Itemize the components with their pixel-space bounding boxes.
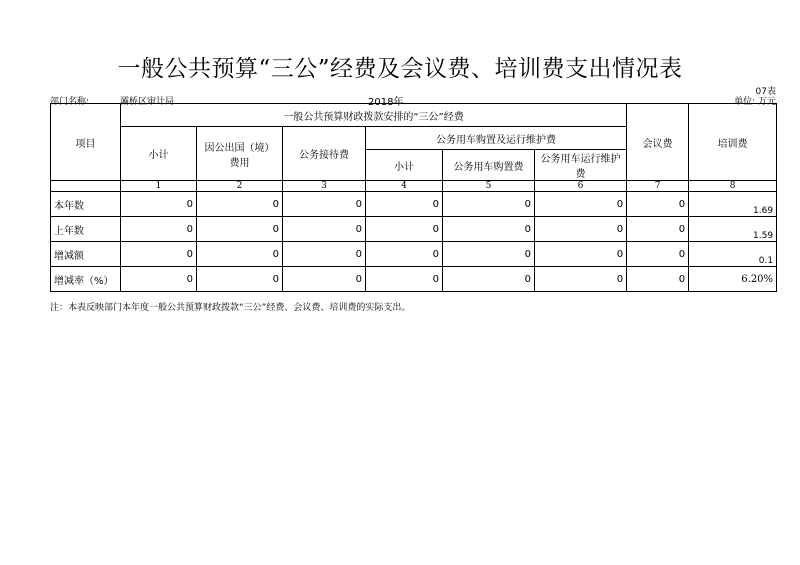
dept-value: 灞桥区审计局: [120, 97, 175, 107]
cell-value: 0: [197, 217, 283, 242]
cell-value: 0: [535, 192, 627, 217]
row-label: 增减率（%）: [51, 267, 121, 292]
header-item: 项目: [51, 104, 121, 181]
index-cell-blank: [51, 181, 121, 192]
cell-value: 0: [627, 242, 689, 267]
index-cell: 7: [627, 181, 689, 192]
cell-value: 0: [535, 217, 627, 242]
cell-value: 6.20%: [689, 267, 777, 292]
header-reception: 公务接待费: [283, 127, 366, 181]
cell-value: 0: [366, 217, 443, 242]
header-group: 一般公共预算财政拨款安排的“三公”经费: [121, 104, 627, 127]
cell-value: 0: [366, 267, 443, 292]
cell-value: 0: [283, 192, 366, 217]
cell-value: 0: [197, 267, 283, 292]
table-row: [51, 242, 777, 267]
cell-value: 0: [366, 242, 443, 267]
page-title: 一般公共预算“三公”经费及会议费、培训费支出情况表: [117, 56, 683, 82]
cell-value: 0: [197, 242, 283, 267]
cell-value: 0: [121, 267, 197, 292]
header-subtotal: 小计: [121, 127, 197, 181]
expense-table: [50, 103, 777, 292]
header-vehicle-group: 公务用车购置及运行维护费: [366, 127, 627, 150]
cell-value: 0: [627, 267, 689, 292]
index-cell: 5: [443, 181, 535, 192]
footnote: 注：本表反映部门本年度一般公共预算财政拨款“三公”经费、会议费、培训费的实际支出。: [50, 303, 411, 313]
table-row: [51, 267, 777, 292]
cell-value: 0: [283, 242, 366, 267]
index-cell: 1: [121, 181, 197, 192]
header-vehicle-subtotal: 小计: [366, 150, 443, 181]
header-meeting: 会议费: [627, 104, 689, 181]
index-cell: 6: [535, 181, 627, 192]
row-label: 增减额: [51, 242, 121, 267]
cell-value: 0: [535, 242, 627, 267]
cell-value: 0: [121, 242, 197, 267]
index-cell: 3: [283, 181, 366, 192]
header-abroad: 因公出国（境）费用: [197, 127, 283, 181]
cell-value: 0: [283, 217, 366, 242]
header-vehicle-purchase: 公务用车购置费: [443, 150, 535, 181]
table-row: [51, 217, 777, 242]
cell-value: 0: [443, 267, 535, 292]
cell-value: 0: [443, 242, 535, 267]
cell-value: 0: [535, 267, 627, 292]
index-cell: 8: [689, 181, 777, 192]
cell-value: 0: [121, 192, 197, 217]
report-year: 2018年: [368, 97, 404, 108]
cell-value: 0.1: [689, 242, 777, 267]
header-vehicle-ops: 公务用车运行维护费: [535, 150, 627, 181]
header-training: 培训费: [689, 104, 777, 181]
unit-label: 单位: 万元: [734, 97, 776, 107]
cell-value: 0: [197, 192, 283, 217]
cell-value: 0: [627, 217, 689, 242]
dept-label: 部门名称:: [50, 97, 90, 107]
cell-value: 1.69: [689, 192, 777, 217]
row-label: 上年数: [51, 217, 121, 242]
cell-value: 0: [627, 192, 689, 217]
cell-value: 0: [443, 192, 535, 217]
cell-value: 0: [283, 267, 366, 292]
form-number: 07表: [755, 87, 776, 97]
cell-value: 0: [443, 217, 535, 242]
cell-value: 1.59: [689, 217, 777, 242]
cell-value: 0: [366, 192, 443, 217]
index-cell: 4: [366, 181, 443, 192]
table-row: [51, 192, 777, 217]
index-cell: 2: [197, 181, 283, 192]
row-label: 本年数: [51, 192, 121, 217]
cell-value: 0: [121, 217, 197, 242]
